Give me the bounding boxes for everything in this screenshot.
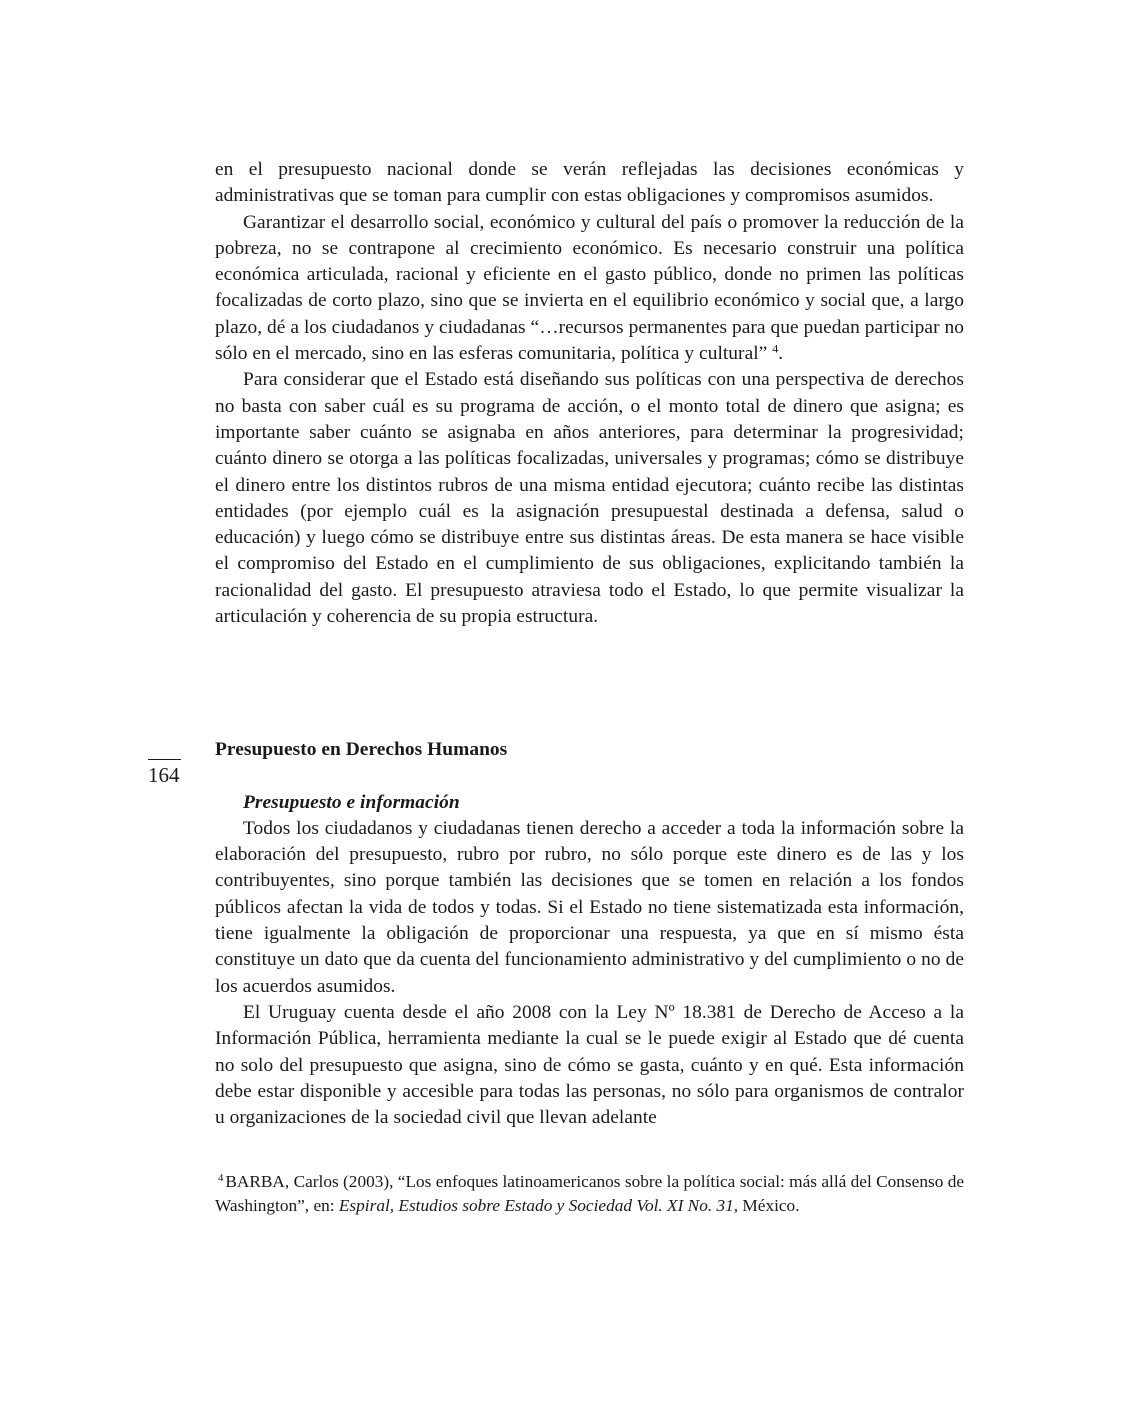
section-heading: Presupuesto en Derechos Humanos [215,739,508,760]
footnote-citation: BARBA, Carlos (2003), “Los enfoques latinoamericanos sobre la política social: más allá del Consenso de Washington”, en: [215,1172,964,1215]
paragraph-tail: . [778,343,784,365]
paragraph-rights-perspective: Para considerar que el Estado está diseñando sus políticas con una perspectiva de derechos no basta con saber cuál es su programa de acción, o el monto total de dinero que asigna; es importante saber cuánto se asignaba en años anteriores, para determinar la progresividad; cuánto dinero se otorga a las políticas focalizadas, universales y programas; cómo se distribuye el dinero entre los distintos rubros de una misma entidad ejecutora; cuánto recibe las distintas entidades (por ejemplo cuál es la asignación presupuestal destinada a defensa, salud o educación) y luego cómo se distribuye entre sus distintas áreas. De esta manera se hace visible el compromiso del Estado en el cumplimiento de sus obligaciones, explicitando también la racionalidad del gasto. El presupuesto atraviesa todo el Estado, lo que permite visualizar la articulación y coherencia de su propia estructura. [215,369,964,628]
footnote [215,1170,964,1217]
footnote-journal: Espiral, Estudios sobre Estado y Sociedad Vol. XI No. 31 [338,1195,734,1215]
paragraph-information-access: Todos los ciudadanos y ciudadanas tienen derecho a acceder a toda la información sobre la elaboración del presupuesto, rubro por rubro, no sólo porque este dinero es de las y los contribuyentes, sino porque también las decisiones que se tomen en relación a los fondos públicos afectan la vida de todos y todas. Si el Estado no tiene sistematizada esta información, tiene igualmente la obligación de proporcionar una respuesta, ya que en sí mismo ésta constituye un dato que da cuenta del funcionamiento administrativo y del cumplimiento o no de los acuerdos asumidos. [215,817,964,997]
footnote-reference: 4 [772,341,779,356]
footnote-text [215,1170,964,1217]
page-number-rule [148,759,181,760]
paragraph-continuation: en el presupuesto nacional donde se verán reflejadas las decisiones económicas y administrativas que se toman para cumplir con estas obligaciones y compromisos asumidos. [215,159,964,207]
paragraph-uruguay-law: El Uruguay cuenta desde el año 2008 con la Ley Nº 18.381 de Derecho de Acceso a la Información Pública, herramienta mediante la cual se le puede exigir al Estado que dé cuenta no solo del presupuesto que asigna, sino de cómo se gasta, cuánto y en qué. Esta información debe estar disponible y accesible para todas las personas, no sólo para organismos de contralor u organizaciones de la sociedad civil que llevan adelante [215,1001,964,1129]
footnote-marker: 4 [218,1172,224,1185]
subsection-heading: Presupuesto e información [243,791,460,813]
heading-spacer [215,763,964,789]
body-text-top [215,157,964,630]
paragraph-development [215,210,964,368]
paragraph-text: Garantizar el desarrollo social, económico y cultural del país o promover la reducción de la pobreza, no se contrapone al crecimiento económico. Es necesario construir una política económica articulada, racional y eficiente en el gasto público, donde no primen las políticas focalizadas de corto plazo, sino que se invierta en el equilibrio económico y social que, a largo plazo, dé a los ciudadanos y ciudadanas “…recursos permanentes para que puedan participar no sólo en el mercado, sino en las esferas comunitaria, política y cultural” [215,211,964,365]
body-text-section [215,737,964,1131]
footnote-end: , México. [733,1195,800,1215]
page-number: 164 [148,763,180,787]
